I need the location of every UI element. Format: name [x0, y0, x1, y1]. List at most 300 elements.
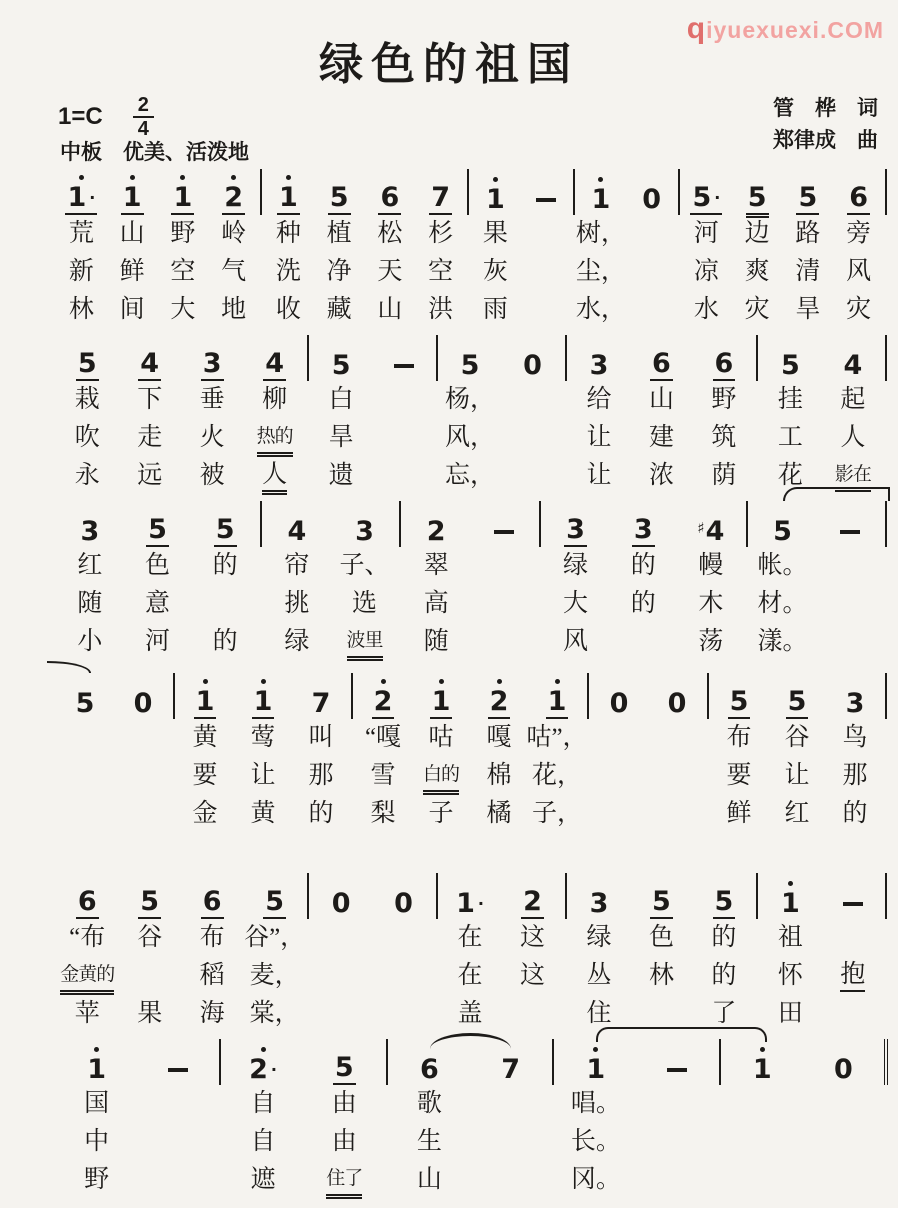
- lyric-syllable: 果: [482, 220, 508, 247]
- lyric-syllable: 永: [74, 462, 100, 489]
- barline: [386, 1039, 388, 1085]
- lyric-cell: [365, 215, 416, 253]
- lyric-cell: [176, 757, 234, 795]
- note-cell: [415, 163, 466, 329]
- lyric-cell: [501, 419, 563, 457]
- lyric-cell: [759, 381, 821, 419]
- lyric-cell: [56, 1161, 137, 1199]
- lyric-cell: [263, 291, 314, 329]
- note-digit: 0: [667, 688, 687, 719]
- lyric-cell: [176, 719, 234, 757]
- octave-dot-icon: [203, 679, 208, 684]
- lyric-syllable: 果: [137, 1000, 163, 1027]
- lyric-cell: [833, 253, 884, 291]
- note-cell: [56, 1033, 137, 1199]
- note-digit: 5: [215, 514, 235, 545]
- lyric-cell: [609, 623, 677, 661]
- note-digit: 5: [329, 182, 349, 213]
- note-digit: 6: [714, 348, 734, 379]
- lyric-cell: [470, 1123, 551, 1161]
- lyric-cell: [884, 419, 888, 457]
- lyric-cell: [681, 291, 732, 329]
- note-digit: 5: [787, 686, 807, 717]
- lyric-cell: [826, 795, 884, 833]
- lyric-cell: [439, 919, 501, 957]
- lyric-cell: [181, 381, 243, 419]
- note-cell: [833, 163, 884, 329]
- lyric-cell: [693, 381, 755, 419]
- octave-dot-icon: [788, 881, 793, 886]
- lyric-syllable: 的: [212, 628, 238, 655]
- lyric-cell: [372, 419, 434, 457]
- note-cell: [630, 329, 692, 495]
- lyric-syllable: 棉: [486, 762, 512, 789]
- lyric-syllable: 梨: [370, 800, 396, 827]
- note-cell: [354, 667, 412, 833]
- note-cell: [693, 329, 755, 495]
- dash-icon: [536, 198, 556, 202]
- lyric-cell: [243, 957, 305, 995]
- lyric-cell: [470, 291, 521, 329]
- note-digit: 3: [80, 516, 100, 547]
- lyric-cell: [402, 623, 470, 661]
- lyric-cell: [310, 381, 372, 419]
- note-cell: [768, 667, 826, 833]
- lyric-cell: [470, 215, 521, 253]
- barline: [885, 673, 887, 719]
- lyric-cell: [759, 457, 821, 495]
- lyric-cell: [833, 291, 884, 329]
- note-cell: [243, 867, 305, 1033]
- lyric-syllable: 天: [377, 258, 403, 285]
- lyric-syllable: 空: [428, 258, 454, 285]
- note-digit: 1: [547, 686, 567, 717]
- lyric-syllable: 的: [711, 924, 737, 951]
- note-digit: 2: [523, 886, 542, 917]
- octave-dot-icon: [231, 175, 236, 180]
- lyric-cell: [749, 585, 817, 623]
- lyric-cell: [354, 795, 412, 833]
- lyric-cell: [884, 547, 888, 585]
- note-digit: 1: [780, 888, 800, 919]
- lyric-syllable: 人: [840, 424, 866, 451]
- lyric-cell: [439, 995, 501, 1033]
- lyric-syllable: 林: [68, 296, 94, 323]
- lyric-cell: [470, 1085, 551, 1123]
- lyric-cell: [710, 719, 768, 757]
- lyric-cell: [783, 215, 834, 253]
- lyric-syllable: 荒: [68, 220, 94, 247]
- barline: [565, 335, 567, 381]
- note-digit: 1: [173, 182, 193, 213]
- lyric-syllable: 中: [84, 1128, 110, 1155]
- lyric-cell: [648, 719, 706, 757]
- lyric-syllable: 尘，: [575, 258, 626, 285]
- lyric-syllable: 了: [711, 1000, 737, 1027]
- lyric-cell: [208, 291, 259, 329]
- note-cell: [609, 495, 677, 661]
- note-digit: 6: [202, 886, 222, 917]
- dash-note: [816, 495, 884, 661]
- lyric-syllable: 谷: [137, 924, 163, 951]
- note-cell: [107, 163, 158, 329]
- lyric-cell: [243, 457, 305, 495]
- lyric-cell: [354, 757, 412, 795]
- note-digit: 5: [140, 886, 160, 917]
- note-digit: 1: [485, 184, 505, 215]
- music-system: [56, 329, 888, 495]
- note-cell: [470, 667, 528, 833]
- lyric-syllable: 的: [711, 962, 737, 989]
- lyric-cell: [412, 757, 470, 795]
- lyric-syllable: 子、: [339, 552, 390, 579]
- lyric-syllable: 帐。: [757, 552, 808, 579]
- lyric-cell: [331, 585, 399, 623]
- lyric-cell: [470, 1161, 551, 1199]
- note-cell: [176, 667, 234, 833]
- lyric-syllable: 河: [693, 220, 719, 247]
- barline: [884, 867, 888, 1033]
- note-digit: 4: [287, 516, 307, 547]
- lyric-cell: [181, 457, 243, 495]
- lyric-cell: [636, 1123, 717, 1161]
- note-cell: [590, 667, 648, 833]
- lyric-cell: [732, 291, 783, 329]
- lyric-cell: [590, 757, 648, 795]
- lyric-syllable: 新: [68, 258, 94, 285]
- note-cell: [555, 1033, 636, 1199]
- lyric-cell: [243, 919, 305, 957]
- lyric-syllable: 山: [648, 386, 674, 413]
- lyric-cell: [759, 957, 821, 995]
- note-digit: 5: [148, 514, 167, 545]
- music-system: [56, 163, 888, 329]
- lyric-syllable: 山: [119, 220, 145, 247]
- note-digit: 1: [586, 1054, 606, 1085]
- lyric-cell: [56, 919, 118, 957]
- lyric-cell: [884, 215, 888, 253]
- dash-icon: [667, 1068, 687, 1072]
- note-digit: 5: [460, 350, 480, 381]
- octave-dot-icon: [593, 1047, 598, 1052]
- lyric-syllable: 橘: [486, 800, 512, 827]
- lyric-cell: [470, 585, 538, 623]
- lyric-cell: [310, 919, 372, 957]
- note-digit: 0: [834, 1054, 853, 1085]
- lyric-syllable: 吹: [74, 424, 100, 451]
- barline: [573, 169, 575, 215]
- note-digit: 0: [609, 688, 629, 719]
- lyric-cell: [677, 585, 745, 623]
- note-cell: [181, 329, 243, 495]
- lyric-syllable: 荫: [711, 462, 737, 489]
- lyric-cell: [710, 795, 768, 833]
- lyric-cell: [470, 719, 528, 757]
- lyric-syllable: 的: [212, 552, 238, 579]
- lyric-cell: [648, 757, 706, 795]
- octave-dot-icon: [493, 177, 498, 182]
- barline: [467, 169, 469, 215]
- lyric-cell: [372, 919, 434, 957]
- note-cell: [822, 329, 884, 495]
- barline: [173, 673, 175, 719]
- barline: [885, 169, 887, 215]
- barline: [436, 873, 438, 919]
- lyric-syllable: 花，: [531, 762, 582, 789]
- note-cell: [222, 1033, 303, 1199]
- lyric-cell: [243, 419, 305, 457]
- lyric-cell: [630, 457, 692, 495]
- note-digit: 0: [331, 888, 351, 919]
- lyric-syllable: 田: [777, 1000, 803, 1027]
- barline: [539, 501, 541, 547]
- lyric-cell: [732, 253, 783, 291]
- lyric-syllable: 花: [777, 462, 803, 489]
- lyric-syllable: 树，: [575, 220, 626, 247]
- meter-bottom: 4: [137, 118, 149, 140]
- note-digit: 7: [431, 182, 451, 213]
- lyric-cell: [749, 547, 817, 585]
- note-cell: [542, 495, 610, 661]
- lyric-cell: [176, 795, 234, 833]
- lyric-syllable: 让: [784, 762, 810, 789]
- lyric-cell: [630, 957, 692, 995]
- note-cell: [365, 163, 416, 329]
- lyric-cell: [124, 585, 192, 623]
- lyric-syllable: 让: [586, 462, 612, 489]
- watermark-rest: iyuexuexi.COM: [706, 17, 884, 43]
- barline: [219, 1039, 221, 1085]
- note-cell: [439, 329, 501, 495]
- lyric-cell: [693, 995, 755, 1033]
- lyric-cell: [542, 547, 610, 585]
- lyric-syllable: 走: [137, 424, 163, 451]
- music-systems: [56, 163, 888, 1199]
- lyric-cell: [609, 585, 677, 623]
- lyric-cell: [263, 623, 331, 661]
- lyric-cell: [822, 957, 884, 995]
- lyric-cell: [768, 757, 826, 795]
- lyric-cell: [310, 457, 372, 495]
- lyric-cell: [365, 253, 416, 291]
- note-cell: [56, 329, 118, 495]
- octave-dot-icon: [261, 1047, 266, 1052]
- lyric-syllable: 远: [137, 462, 163, 489]
- note-cell: [114, 667, 172, 833]
- lyric-cell: [568, 419, 630, 457]
- lyric-syllable: 国: [84, 1090, 110, 1117]
- note-cell: [331, 495, 399, 661]
- lyric-syllable: 冈。: [570, 1166, 621, 1193]
- lyric-syllable: 下: [137, 386, 163, 413]
- lyric-cell: [630, 419, 692, 457]
- lyric-cell: [56, 419, 118, 457]
- lyric-syllable: 嘎: [486, 724, 512, 751]
- note-cell: [783, 163, 834, 329]
- lyric-cell: [56, 1123, 137, 1161]
- note-cell: [749, 495, 817, 661]
- lyric-cell: [816, 585, 884, 623]
- lyric-syllable: 种: [275, 220, 301, 247]
- lyric-cell: [884, 1085, 888, 1123]
- lyric-syllable: 路: [795, 220, 821, 247]
- note-cell: [630, 867, 692, 1033]
- lyric-cell: [822, 919, 884, 957]
- lyric-cell: [626, 291, 677, 329]
- lyric-syllable: 咕: [428, 724, 454, 751]
- augmentation-dot-icon: ·: [714, 188, 721, 207]
- lyric-cell: [118, 457, 180, 495]
- octave-dot-icon: [94, 1047, 99, 1052]
- lyric-syllable: 布: [726, 724, 752, 751]
- lyric-cell: [56, 995, 118, 1033]
- note-digit: 3: [566, 514, 585, 545]
- note-cell: [576, 163, 627, 329]
- lyric-syllable: 间: [119, 296, 145, 323]
- note-digit: 4: [843, 350, 863, 381]
- note-cell: [191, 495, 259, 661]
- lyric-syllable: 祖: [777, 924, 803, 951]
- lyric-syllable: 让: [586, 424, 612, 451]
- lyric-syllable: 这: [520, 962, 546, 989]
- lyric-syllable: 风，: [445, 424, 496, 451]
- lyric-syllable: 起: [840, 386, 866, 413]
- lyric-syllable: “布: [69, 924, 106, 951]
- note-digit: 5: [331, 350, 351, 381]
- lyric-syllable: 绿: [563, 552, 589, 579]
- barline: [884, 667, 888, 833]
- lyric-cell: [884, 585, 888, 623]
- lyric-syllable: 忘，: [445, 462, 496, 489]
- lyric-syllable: 大: [563, 590, 589, 617]
- lyric-syllable: 金: [192, 800, 218, 827]
- lyric-syllable: 雨: [482, 296, 508, 323]
- barline: [885, 873, 887, 919]
- lyric-syllable: 绿: [586, 924, 612, 951]
- lyric-syllable: 大: [170, 296, 196, 323]
- lyric-cell: [528, 757, 586, 795]
- lyric-syllable: 由: [331, 1090, 357, 1117]
- note-digit: 5: [747, 182, 767, 213]
- lyric-cell: [822, 381, 884, 419]
- lyric-cell: [826, 757, 884, 795]
- lyric-cell: [884, 719, 888, 757]
- note-digit: 1: [87, 1054, 106, 1085]
- lyric-cell: [677, 623, 745, 661]
- lyric-syllable: 莺: [250, 724, 276, 751]
- note-digit: 1: [431, 686, 451, 717]
- lyric-cell: [243, 381, 305, 419]
- note-cell: [56, 163, 107, 329]
- note-cell: [56, 867, 118, 1033]
- lyric-syllable: 黄: [250, 800, 276, 827]
- lyric-cell: [528, 719, 586, 757]
- lyric-syllable: 要: [726, 762, 752, 789]
- lyric-syllable: 岭: [221, 220, 247, 247]
- note-cell: [501, 867, 563, 1033]
- octave-dot-icon: [79, 175, 84, 180]
- note-cell: [310, 329, 372, 495]
- dash-note: [636, 1033, 717, 1199]
- lyric-cell: [884, 457, 888, 495]
- lyric-syllable: 杨，: [445, 386, 496, 413]
- lyric-cell: [402, 585, 470, 623]
- lyric-syllable: 住: [586, 1000, 612, 1027]
- note-cell: [759, 329, 821, 495]
- lyric-syllable: 山: [377, 296, 403, 323]
- note-digit: 5: [714, 886, 734, 917]
- lyric-syllable: 人: [262, 460, 287, 492]
- barline: [552, 1039, 554, 1085]
- barline: [884, 495, 888, 661]
- lyric-cell: [107, 253, 158, 291]
- lyric-cell: [521, 291, 572, 329]
- note-cell: [243, 329, 305, 495]
- note-cell: [292, 667, 350, 833]
- barline: [678, 169, 680, 215]
- lyric-syllable: 自: [250, 1090, 276, 1117]
- note-digit: 1: [278, 182, 298, 213]
- note-digit: 4: [265, 348, 285, 379]
- dash-note: [521, 163, 572, 329]
- note-digit: 6: [849, 182, 869, 213]
- lyric-syllable: 唱。: [570, 1090, 621, 1117]
- barline: [351, 673, 353, 719]
- music-system: [56, 667, 888, 833]
- lyric-cell: [555, 1085, 636, 1123]
- note-digit: 1 ·: [67, 182, 96, 213]
- note-digit: 2: [373, 686, 393, 717]
- lyric-syllable: 白的: [423, 760, 459, 792]
- lyric-syllable: 火: [199, 424, 225, 451]
- lyric-syllable: 在: [457, 924, 483, 951]
- lyric-syllable: 灾: [744, 296, 770, 323]
- note-cell: [626, 163, 677, 329]
- lyric-cell: [118, 995, 180, 1033]
- note-cell: [732, 163, 783, 329]
- lyric-syllable: 由: [331, 1128, 357, 1155]
- lyric-cell: [884, 957, 888, 995]
- credits: [773, 92, 878, 156]
- lyric-cell: [783, 253, 834, 291]
- sharp-icon: ♯: [697, 519, 705, 537]
- lyric-cell: [816, 623, 884, 661]
- note-cell: [118, 867, 180, 1033]
- lyric-syllable: 自: [250, 1128, 276, 1155]
- lyric-syllable: 白: [328, 386, 354, 413]
- lyric-cell: [114, 757, 172, 795]
- lyric-cell: [389, 1161, 470, 1199]
- lyric-cell: [822, 419, 884, 457]
- note-cell: [681, 163, 732, 329]
- note-cell: [402, 495, 470, 661]
- barline: [884, 163, 888, 329]
- composer-credit: 郑律成 曲: [773, 128, 878, 152]
- note-digit: 4: [140, 348, 160, 379]
- lyric-cell: [636, 1161, 717, 1199]
- lyric-cell: [681, 215, 732, 253]
- lyric-cell: [568, 957, 630, 995]
- note-digit: 5: [780, 350, 800, 381]
- lyric-syllable: 布: [199, 924, 225, 951]
- note-cell: [826, 667, 884, 833]
- lyric-syllable: 收: [275, 296, 301, 323]
- lyric-cell: [884, 995, 888, 1033]
- lyric-cell: [208, 215, 259, 253]
- lyric-syllable: 的: [630, 552, 656, 579]
- barline: [399, 501, 401, 547]
- lyric-cell: [191, 547, 259, 585]
